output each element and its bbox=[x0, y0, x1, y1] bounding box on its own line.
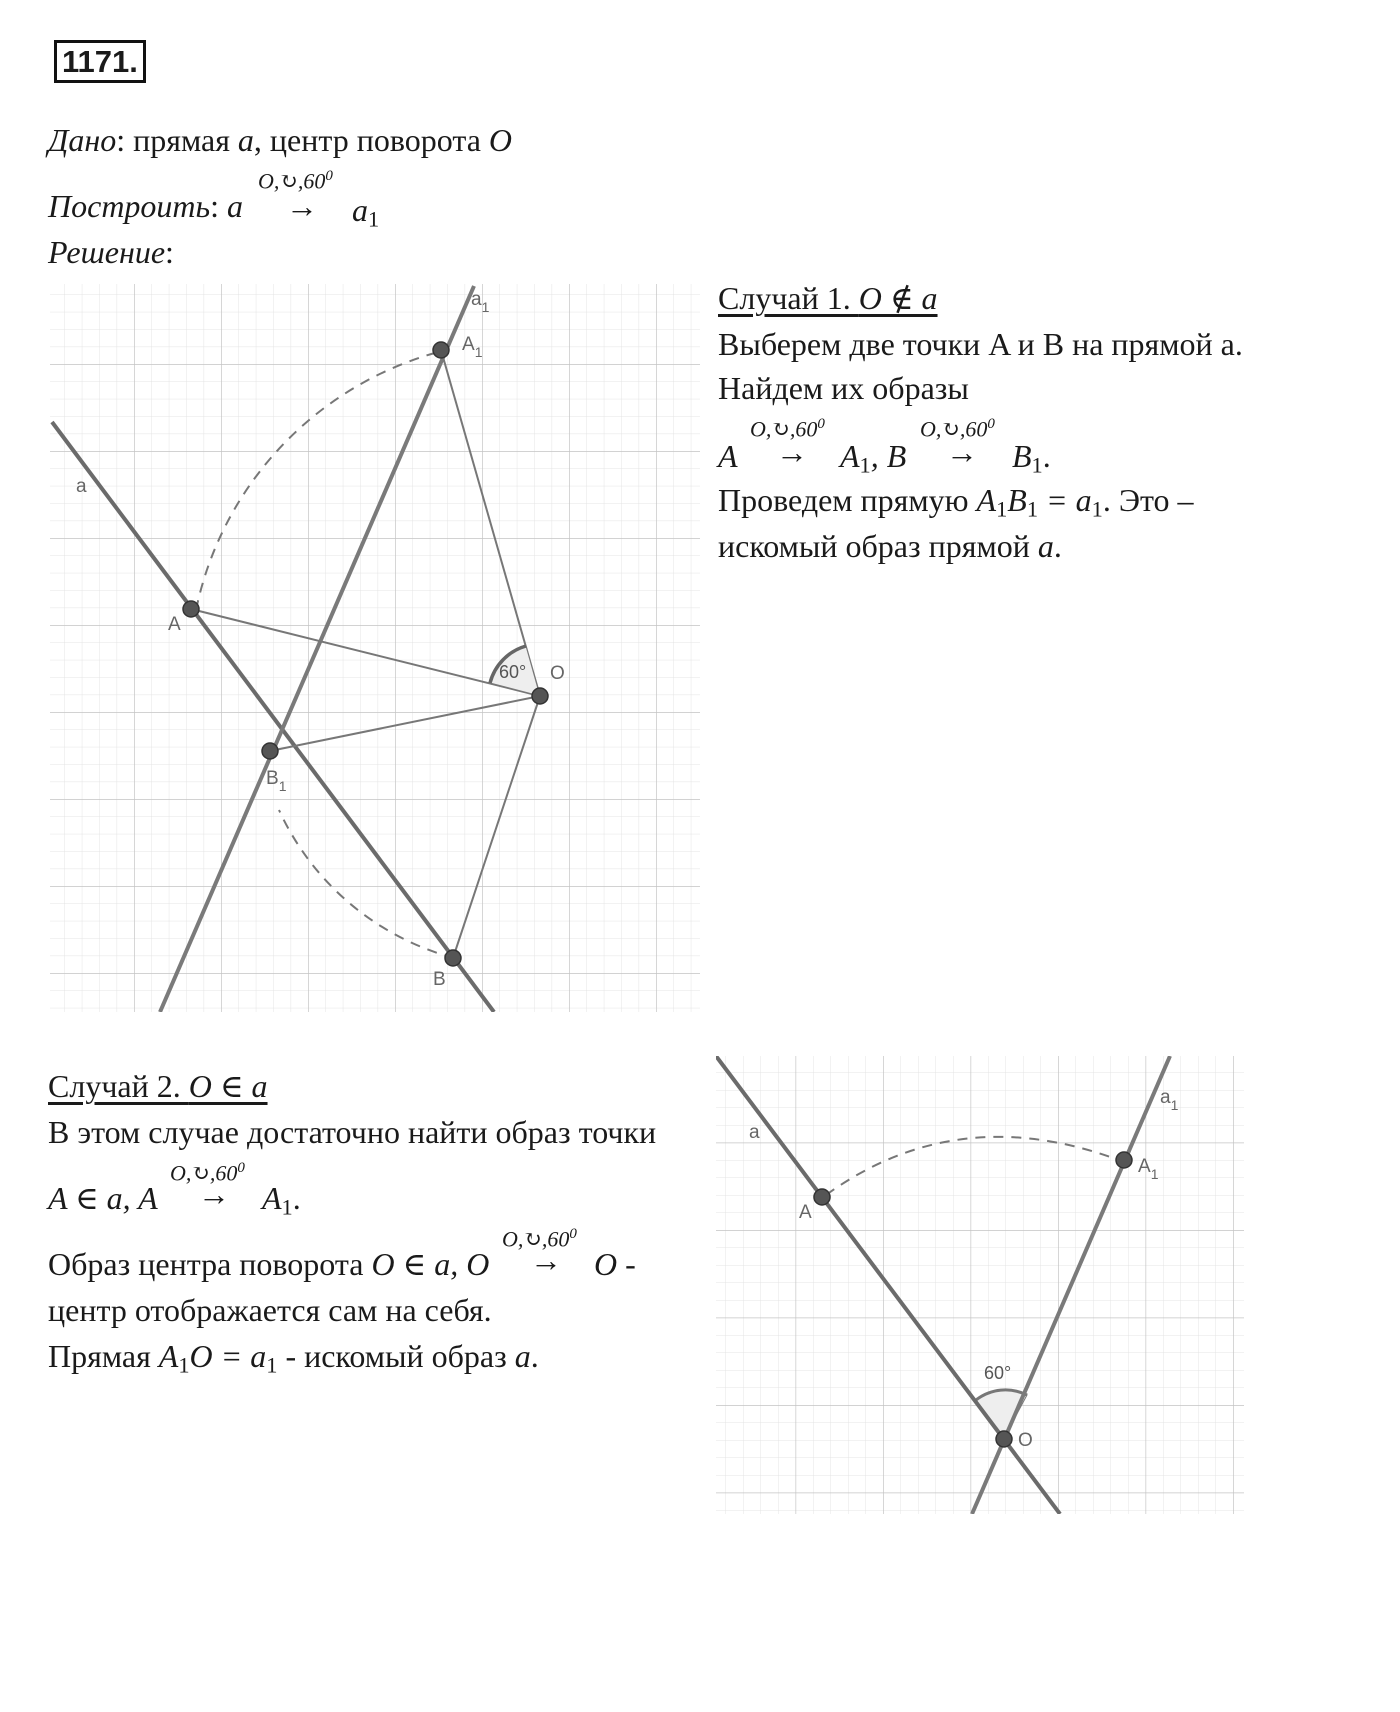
case2-arrow-A: → bbox=[198, 1176, 230, 1212]
angle-label: 60° bbox=[499, 662, 527, 682]
case1-map-A: A bbox=[718, 438, 738, 474]
construct-label: Построить bbox=[48, 188, 211, 224]
point-B bbox=[445, 950, 461, 966]
point-O bbox=[532, 688, 548, 704]
case2-line1: В этом случае достаточно найти образ точки bbox=[48, 1114, 657, 1150]
figure-case2 bbox=[716, 1056, 1244, 1514]
given-center: O bbox=[488, 122, 513, 158]
case1-arrow-A: → bbox=[776, 434, 808, 470]
case2-map-to: $A_1$. bbox=[262, 1180, 301, 1220]
construct-rotation-label: $O,↻,60^0$ bbox=[258, 168, 333, 194]
case2-line5: Прямая $A_1O = a_1$ - искомый образ a. bbox=[48, 1338, 539, 1378]
angle-label: 60° bbox=[984, 1363, 1012, 1383]
given-line bbox=[48, 124, 512, 156]
grid-major bbox=[50, 284, 700, 1012]
case1-map-A1: $A_1$, B bbox=[840, 438, 907, 478]
construct-from: a bbox=[226, 188, 243, 224]
construct-line bbox=[48, 190, 243, 222]
case2-title: Случай 2. O ∈ a bbox=[48, 1068, 268, 1104]
case2-line3-end: O - bbox=[594, 1246, 636, 1282]
point-A bbox=[183, 601, 199, 617]
point-A1 bbox=[1116, 1152, 1132, 1168]
label-O: O bbox=[550, 663, 565, 684]
case2-map-text: A ∈ a, A bbox=[48, 1180, 158, 1216]
case1-line5: искомый образ прямой a. bbox=[718, 528, 1062, 564]
point-B1 bbox=[262, 743, 278, 759]
case1-line1: Выберем две точки A и B на прямой a. bbox=[718, 326, 1243, 362]
case1-arrow-B: → bbox=[946, 434, 978, 470]
given-text: : прямая bbox=[116, 122, 238, 158]
label-B: B bbox=[433, 969, 446, 990]
given-label: Дано bbox=[48, 122, 117, 158]
case1-rotation-label-B: $O,↻,60^0$ bbox=[920, 416, 995, 442]
construct-to: $a_1$ bbox=[352, 192, 380, 232]
case2-rotation-label-A: $O,↻,60^0$ bbox=[170, 1160, 245, 1186]
label-B1: $B_1$ bbox=[266, 768, 287, 794]
case2-arrow-O: → bbox=[530, 1242, 562, 1278]
label-a: a bbox=[76, 476, 87, 497]
case1-line2: Найдем их образы bbox=[718, 370, 969, 406]
case2-rotation-label-O: $O,↻,60^0$ bbox=[502, 1226, 577, 1252]
case1-map-B1: $B_1$. bbox=[1012, 438, 1051, 478]
case1-title: Случай 1. O ∉ a bbox=[718, 280, 938, 316]
given-text2: , центр поворота bbox=[253, 122, 489, 158]
case2-line4: центр отображается сам на себя. bbox=[48, 1292, 492, 1328]
construct-arrow: → bbox=[286, 188, 318, 224]
point-A1 bbox=[433, 342, 449, 358]
problem-number: 1171. bbox=[54, 40, 146, 83]
label-A1: $A_1$ bbox=[462, 334, 483, 360]
point-O bbox=[996, 1431, 1012, 1447]
case2-line3: Образ центра поворота O ∈ a, O bbox=[48, 1246, 490, 1282]
figure-case1 bbox=[50, 284, 700, 1012]
solution-label: Решение: bbox=[48, 234, 174, 270]
label-A: A bbox=[168, 614, 181, 635]
grid-major bbox=[716, 1056, 1244, 1514]
construct-colon: : bbox=[210, 188, 227, 224]
label-A: A bbox=[799, 1202, 812, 1223]
label-a1: $a_1$ bbox=[471, 289, 490, 315]
label-O: O bbox=[1018, 1430, 1033, 1451]
case1-line4: Проведем прямую $A_1B_1 = a_1$. Это – bbox=[718, 482, 1194, 522]
case1-rotation-label-A: $O,↻,60^0$ bbox=[750, 416, 825, 442]
label-a: a bbox=[749, 1122, 760, 1143]
label-A1: $A_1$ bbox=[1138, 1156, 1159, 1182]
given-line-name: a bbox=[237, 122, 254, 158]
point-A bbox=[814, 1189, 830, 1205]
label-a1: $a_1$ bbox=[1160, 1087, 1179, 1113]
